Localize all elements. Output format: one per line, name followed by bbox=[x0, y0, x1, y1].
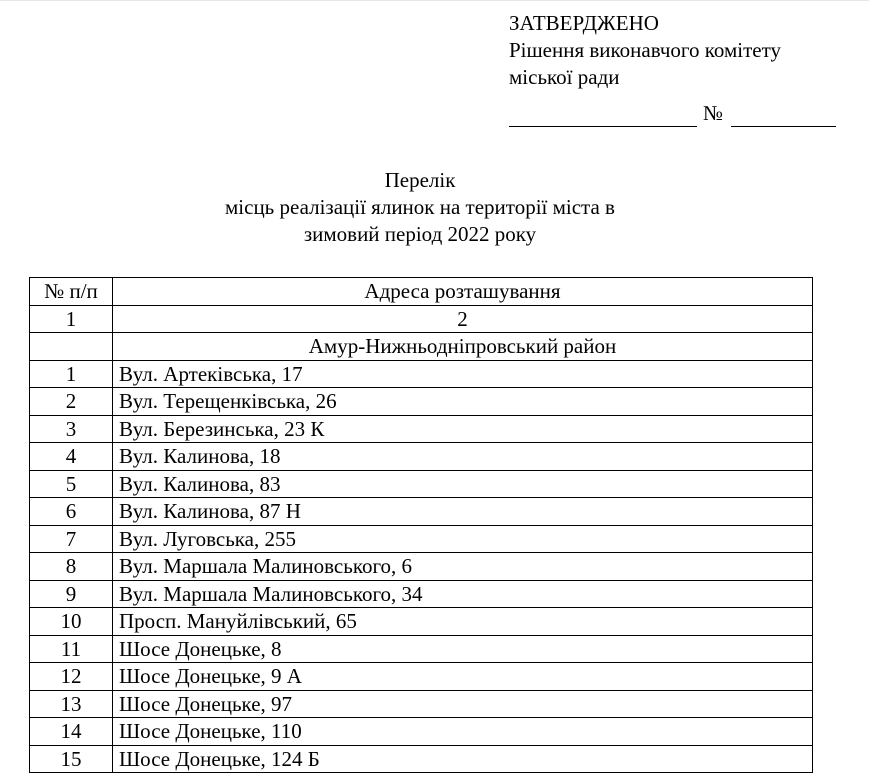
row-number: 14 bbox=[30, 718, 113, 746]
date-blank bbox=[509, 102, 697, 127]
column-number-address: 2 bbox=[113, 305, 813, 333]
number-sign: № bbox=[703, 101, 724, 125]
table-row bbox=[30, 580, 813, 608]
table-row bbox=[30, 553, 813, 581]
row-address: Вул. Луговська, 255 bbox=[113, 525, 813, 553]
table-row bbox=[30, 745, 813, 773]
header-num: № п/п bbox=[30, 278, 113, 306]
row-number: 2 bbox=[30, 388, 113, 416]
header-address: Адреса розташування bbox=[113, 278, 813, 306]
approval-date-number-line bbox=[509, 91, 836, 127]
row-number: 3 bbox=[30, 415, 113, 443]
table-row bbox=[30, 690, 813, 718]
title-line-2: місць реалізації ялинок на території міста в bbox=[225, 195, 615, 219]
table-row bbox=[30, 360, 813, 388]
row-number: 11 bbox=[30, 635, 113, 663]
district-num-cell bbox=[30, 333, 113, 361]
approval-block bbox=[509, 10, 836, 127]
table-header-row bbox=[30, 278, 813, 306]
row-address: Вул. Калинова, 83 bbox=[113, 470, 813, 498]
row-number: 6 bbox=[30, 498, 113, 526]
row-number: 1 bbox=[30, 360, 113, 388]
district-row bbox=[30, 333, 813, 361]
table-row bbox=[30, 635, 813, 663]
row-address: Вул. Маршала Малиновського, 6 bbox=[113, 553, 813, 581]
table-row bbox=[30, 415, 813, 443]
row-address: Вул. Березинська, 23 К bbox=[113, 415, 813, 443]
column-number-row bbox=[30, 305, 813, 333]
table-row bbox=[30, 443, 813, 471]
row-address: Шосе Донецьке, 110 bbox=[113, 718, 813, 746]
table-row bbox=[30, 498, 813, 526]
table-row bbox=[30, 470, 813, 498]
row-number: 5 bbox=[30, 470, 113, 498]
row-number: 4 bbox=[30, 443, 113, 471]
row-number: 15 bbox=[30, 745, 113, 773]
approval-council-line: міської ради bbox=[509, 65, 620, 89]
page-top-border bbox=[0, 0, 869, 1]
row-address: Вул. Калинова, 87 Н bbox=[113, 498, 813, 526]
row-address: Просп. Мануйлівський, 65 bbox=[113, 608, 813, 636]
table-row bbox=[30, 525, 813, 553]
row-address: Шосе Донецьке, 124 Б bbox=[113, 745, 813, 773]
row-address: Шосе Донецьке, 8 bbox=[113, 635, 813, 663]
document-title bbox=[0, 167, 840, 248]
row-address: Шосе Донецьке, 97 bbox=[113, 690, 813, 718]
row-address: Шосе Донецьке, 9 А bbox=[113, 663, 813, 691]
row-number: 8 bbox=[30, 553, 113, 581]
title-line-3: зимовий період 2022 року bbox=[303, 222, 537, 246]
row-number: 7 bbox=[30, 525, 113, 553]
row-number: 12 bbox=[30, 663, 113, 691]
title-line-1: Перелік bbox=[384, 168, 456, 192]
number-blank bbox=[731, 102, 836, 127]
table-row bbox=[30, 663, 813, 691]
table-row bbox=[30, 388, 813, 416]
row-number: 10 bbox=[30, 608, 113, 636]
row-address: Вул. Маршала Малиновського, 34 bbox=[113, 580, 813, 608]
approval-stamp: ЗАТВЕРДЖЕНО bbox=[509, 11, 659, 35]
row-address: Вул. Калинова, 18 bbox=[113, 443, 813, 471]
column-number-num: 1 bbox=[30, 305, 113, 333]
row-address: Вул. Терещенківська, 26 bbox=[113, 388, 813, 416]
row-number: 13 bbox=[30, 690, 113, 718]
locations-table bbox=[29, 277, 813, 773]
district-name: Амур-Нижньодніпровський район bbox=[113, 333, 813, 361]
approval-decision-line: Рішення виконавчого комітету bbox=[509, 38, 782, 62]
row-address: Вул. Артеківська, 17 bbox=[113, 360, 813, 388]
table-row bbox=[30, 718, 813, 746]
row-number: 9 bbox=[30, 580, 113, 608]
table-row bbox=[30, 608, 813, 636]
